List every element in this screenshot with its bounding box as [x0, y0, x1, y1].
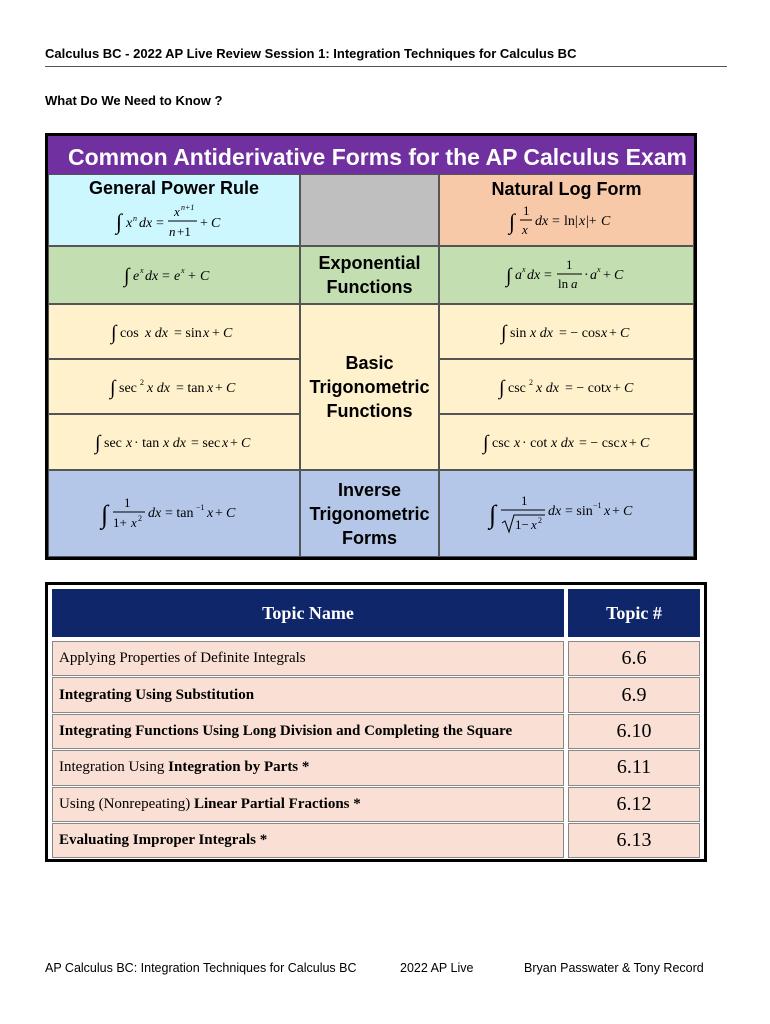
svg-text:−1: −1 — [592, 500, 602, 510]
svg-text:=: = — [156, 216, 164, 231]
svg-text:= sin: = sin — [174, 325, 202, 341]
header-divider — [45, 66, 727, 67]
svg-text:x: x — [181, 266, 185, 275]
exp-a-cell — [439, 246, 694, 304]
trig-label: Basic Trigonometric Functions — [309, 353, 430, 421]
svg-text:1: 1 — [124, 494, 131, 510]
svg-text:+1: +1 — [177, 224, 191, 239]
sin-cell — [439, 304, 694, 359]
topic-number-header: Topic # — [568, 589, 700, 637]
csc2-formula — [497, 373, 637, 401]
topic-name-text: Using (Nonrepeating) — [59, 795, 194, 812]
svg-text:x: x — [521, 222, 528, 237]
svg-text:∫: ∫ — [488, 499, 496, 529]
arcsin-cell — [439, 470, 694, 557]
svg-text:+: + — [608, 325, 617, 341]
svg-text:·: · — [583, 268, 589, 283]
svg-text:2: 2 — [528, 377, 533, 387]
svg-text:x: x — [530, 516, 537, 532]
svg-text:∫: ∫ — [111, 321, 117, 344]
svg-text:+: + — [628, 436, 637, 451]
svg-text:x dx: x dx — [535, 380, 559, 396]
svg-text:C: C — [241, 436, 251, 451]
exp-a-formula — [504, 254, 630, 296]
topic-number-cell: 6.10 — [568, 714, 700, 749]
svg-text:∫: ∫ — [116, 209, 123, 234]
svg-text:x: x — [604, 380, 611, 396]
svg-text:x: x — [126, 436, 133, 451]
svg-text:∫: ∫ — [101, 499, 109, 529]
natural-log-formula — [507, 200, 627, 242]
topic-number-cell: 6.11 — [568, 750, 700, 785]
svg-text:x: x — [620, 436, 627, 451]
power-rule-cell — [48, 174, 300, 246]
svg-text:cos: cos — [120, 325, 139, 341]
sec2-cell — [48, 359, 300, 414]
footer-event: 2022 AP Live — [400, 961, 474, 975]
svg-text:ln|: ln| — [563, 214, 578, 229]
svg-text:+: + — [188, 269, 196, 284]
svg-text:ln: ln — [557, 276, 568, 291]
sin-formula — [499, 318, 635, 346]
svg-text:sec: sec — [119, 380, 137, 396]
svg-text:C: C — [211, 216, 221, 231]
svg-text:x: x — [203, 325, 210, 341]
svg-text:e: e — [133, 269, 140, 284]
svg-text:+: + — [215, 505, 223, 521]
svg-text:= tan: = tan — [176, 380, 205, 396]
topic-name-cell — [52, 677, 564, 712]
svg-text:C: C — [639, 436, 649, 451]
exp-e-formula — [122, 260, 226, 290]
svg-text:C: C — [623, 380, 633, 396]
topic-name-cell — [52, 823, 564, 858]
topic-number-cell: 6.12 — [568, 787, 700, 822]
svg-text:dx: dx — [526, 268, 540, 283]
svg-text:x: x — [126, 216, 133, 231]
svg-text:C: C — [613, 268, 623, 283]
topic-name-bold-text: Integration by Parts * — [168, 759, 310, 776]
csc2-cell — [439, 359, 694, 414]
svg-text:x dx: x dx — [145, 325, 168, 341]
svg-text:C: C — [600, 214, 610, 229]
svg-text:dx: dx — [139, 216, 153, 231]
sec-tan-cell — [48, 414, 300, 470]
svg-text:x dx: x dx — [550, 436, 574, 451]
svg-text:sec: sec — [104, 436, 122, 451]
svg-text:=: = — [543, 268, 552, 283]
topic-number-cell: 6.13 — [568, 823, 700, 858]
natural-log-heading: Natural Log Form — [491, 179, 642, 199]
svg-text:a: a — [570, 276, 577, 291]
svg-text:|+: |+ — [585, 214, 597, 229]
svg-text:2: 2 — [537, 515, 542, 525]
arctan-cell — [48, 470, 300, 557]
svg-text:csc: csc — [491, 436, 510, 451]
svg-text:csc: csc — [507, 380, 526, 396]
document-title: Calculus BC - 2022 AP Live Review Session 1: Integration Techniques for Calculus BC — [45, 46, 577, 61]
svg-text:2: 2 — [140, 377, 144, 387]
svg-text:x: x — [578, 214, 585, 229]
svg-text:=: = — [551, 214, 560, 229]
svg-text:x: x — [140, 266, 144, 275]
svg-text:∫: ∫ — [508, 209, 515, 234]
sec-tan-formula — [93, 428, 255, 456]
natural-log-cell — [439, 174, 694, 246]
topic-name-cell — [52, 641, 564, 676]
svg-text:· cot: · cot — [521, 436, 547, 451]
section-heading: What Do We Need to Know ? — [45, 93, 223, 108]
svg-text:dx: dx — [547, 503, 561, 519]
footer-authors: Bryan Passwater & Tony Record — [524, 961, 704, 975]
svg-text:+: + — [212, 325, 220, 341]
svg-text:x: x — [174, 204, 180, 219]
svg-text:e: e — [174, 269, 181, 284]
svg-text:C: C — [200, 269, 210, 284]
svg-text:x: x — [596, 265, 601, 274]
svg-text:x: x — [131, 514, 137, 530]
svg-text:−1: −1 — [196, 502, 205, 512]
svg-text:2: 2 — [138, 513, 142, 523]
svg-text:n: n — [133, 214, 137, 223]
svg-text:C: C — [619, 325, 629, 341]
topic-name-bold-text: Linear Partial Fractions * — [193, 795, 361, 812]
exponential-label-cell — [300, 246, 439, 304]
svg-text:n+1: n+1 — [181, 203, 195, 212]
antiderivative-chart — [45, 133, 697, 560]
svg-text:∫: ∫ — [498, 376, 504, 399]
svg-text:C: C — [622, 503, 632, 519]
svg-text:a: a — [589, 268, 597, 283]
svg-text:= sec: = sec — [191, 436, 221, 451]
exponential-label: Exponential Functions — [318, 253, 421, 297]
svg-text:C: C — [226, 380, 236, 396]
svg-text:= sin: = sin — [564, 503, 593, 519]
svg-text:∫: ∫ — [500, 321, 506, 344]
arcsin-formula — [487, 487, 647, 541]
svg-text:x dx: x dx — [147, 380, 170, 396]
svg-text:a: a — [514, 268, 522, 283]
svg-text:dx: dx — [148, 505, 162, 521]
svg-text:=: = — [162, 269, 170, 284]
svg-text:∫: ∫ — [482, 432, 488, 454]
topic-name-cell — [52, 714, 564, 749]
svg-text:· tan: · tan — [134, 436, 160, 451]
svg-text:+: + — [612, 380, 621, 396]
svg-text:dx: dx — [145, 269, 159, 284]
svg-text:= − csc: = − csc — [578, 436, 620, 451]
svg-text:x: x — [603, 503, 610, 519]
topic-name-cell — [52, 750, 564, 785]
svg-text:x dx: x dx — [529, 325, 553, 341]
cos-cell — [48, 304, 300, 359]
svg-text:dx: dx — [534, 214, 548, 229]
trig-label-cell — [300, 304, 439, 470]
svg-text:sin: sin — [509, 325, 526, 341]
svg-text:∫: ∫ — [505, 265, 511, 287]
svg-text:1+: 1+ — [113, 514, 127, 530]
arctan-formula — [99, 489, 249, 539]
svg-text:+: + — [200, 216, 208, 231]
svg-text:= tan: = tan — [165, 505, 194, 521]
svg-text:∫: ∫ — [95, 432, 101, 454]
svg-text:+: + — [230, 436, 238, 451]
topic-number-cell: 6.6 — [568, 641, 700, 676]
chart-title: Common Antiderivative Forms for the AP Calculus Exam — [48, 136, 694, 174]
svg-text:C: C — [223, 325, 233, 341]
svg-text:= − cos: = − cos — [558, 325, 600, 341]
svg-text:x: x — [513, 436, 520, 451]
svg-text:= − cot: = − cot — [564, 380, 605, 396]
svg-text:x: x — [222, 436, 229, 451]
svg-text:1: 1 — [565, 257, 572, 272]
csc-cot-cell — [439, 414, 694, 470]
svg-text:+: + — [215, 380, 223, 396]
blank-header-cell — [300, 174, 439, 246]
power-rule-formula — [114, 199, 234, 243]
topic-name-text: Integration Using — [59, 759, 169, 776]
svg-text:∫: ∫ — [124, 265, 130, 287]
topic-name-text: Applying Properties of Definite Integrals — [59, 650, 306, 667]
cos-formula — [109, 318, 239, 346]
topic-name-bold-text: Integrating Functions Using Long Division and Completing the Square — [59, 722, 513, 739]
topic-table — [45, 582, 707, 862]
svg-text:+: + — [602, 268, 611, 283]
power-rule-heading: General Power Rule — [88, 178, 260, 198]
svg-text:x: x — [207, 505, 214, 521]
svg-text:∫: ∫ — [110, 376, 116, 399]
svg-text:x: x — [521, 265, 526, 274]
exp-e-cell — [48, 246, 300, 304]
svg-text:1: 1 — [520, 492, 527, 508]
svg-text:C: C — [226, 505, 236, 521]
footer-course: AP Calculus BC: Integration Techniques for Calculus BC — [45, 961, 357, 975]
inverse-trig-label-cell — [300, 470, 439, 557]
topic-number-cell: 6.9 — [568, 677, 700, 712]
topic-name-cell — [52, 787, 564, 822]
svg-text:n: n — [169, 224, 176, 239]
svg-text:1−: 1− — [514, 516, 529, 532]
csc-cot-formula — [481, 428, 653, 456]
svg-text:x dx: x dx — [163, 436, 186, 451]
svg-text:+: + — [611, 503, 620, 519]
svg-text:x: x — [600, 325, 607, 341]
inverse-trig-label: Inverse Trigonometric Forms — [309, 479, 430, 548]
sec2-formula — [108, 373, 240, 401]
topic-name-bold-text: Evaluating Improper Integrals * — [59, 832, 268, 849]
topic-name-header: Topic Name — [52, 589, 564, 637]
svg-text:x: x — [207, 380, 214, 396]
topic-name-bold-text: Integrating Using Substitution — [59, 686, 255, 703]
svg-text:1: 1 — [522, 203, 529, 218]
